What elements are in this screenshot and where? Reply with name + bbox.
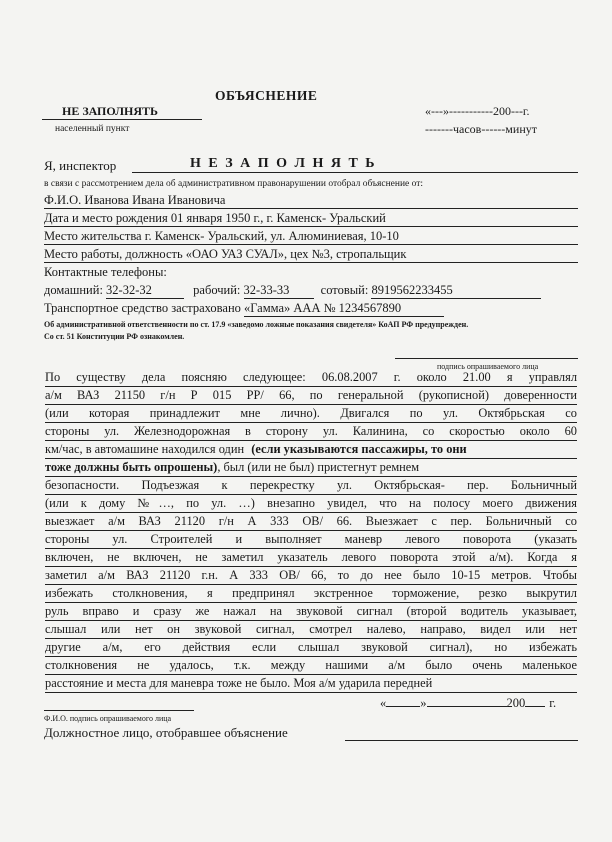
work-field	[44, 247, 578, 263]
birth-label: Дата и место рождения	[44, 211, 168, 225]
statement-line: выезжает а/м ВАЗ 21120 г/н А 333 ОВ/ 66. Выезжает с пер. Больничный со	[45, 514, 577, 531]
work-phone-label: рабочий:	[193, 283, 241, 297]
statement-line	[45, 442, 577, 459]
statement-line	[45, 460, 577, 477]
mobile-phone-label: сотовый:	[320, 283, 369, 297]
mobile-phone-value: 8919562233455	[371, 283, 541, 299]
fio-signature-line	[44, 710, 194, 711]
phones-row	[44, 283, 541, 299]
residence-label: Место жительства	[44, 229, 142, 243]
statement-emphasis: тоже должны быть опрошены)	[45, 460, 218, 474]
date-field: «---»-----------200---г.	[425, 104, 530, 118]
inspector-label: Я, инспектор	[44, 158, 117, 173]
home-phone-value: 32-32-32	[106, 283, 184, 299]
liability-warning: Об административной ответственности по ст. 17.9 «заведомо ложные показания свидетеля» КоАП РФ предупрежден.	[44, 320, 469, 329]
birth-field	[44, 211, 578, 227]
footer-date-open: «	[380, 696, 387, 710]
statement-line: (или к дому №…, по ул. …) внезапно увидел, что на полосу моего движения	[45, 496, 577, 513]
statement-line: (или которая принадлежит мне лично). Двигался по ул. Октябрьская со	[45, 406, 577, 423]
statement-line: избежать столкновения, я предпринял экстренное торможение, резко выкрутил	[45, 586, 577, 603]
statement-line: стороны ул. Железнодорожная в сторону ул. Калинина, со скоростью около 60	[45, 424, 577, 441]
home-phone-label: домашний:	[44, 283, 103, 297]
insurance-value: «Гамма» ААА № 1234567890	[244, 301, 444, 317]
footer-date-suffix: г.	[549, 696, 557, 710]
statement-emphasis: (если указываются пассажиры, то они	[251, 442, 467, 456]
statement-line: столкновения не удалось, т.к. между нашими а/м было очень маленькое	[45, 658, 577, 675]
residence-value: г. Каменск- Уральский, ул. Алюминиевая, 10-10	[144, 229, 399, 243]
place-caption: населенный пункт	[55, 124, 130, 134]
statement-line: а/м ВАЗ 21150 г/н Р 015 РР/ 66, по генеральной (рукописной) доверенности	[45, 388, 577, 405]
inspector-underline	[132, 172, 578, 173]
statement-line: стороны ул. Строителей и выполняет маневр левого поворота (указать	[45, 532, 577, 549]
work-phone-value: 32-33-33	[244, 283, 314, 299]
fio-field	[44, 193, 578, 209]
official-signature-line	[345, 740, 578, 741]
insurance-row	[44, 301, 444, 317]
official-label: Должностное лицо, отобравшее объяснение	[44, 725, 288, 740]
statement-line: расстояние и места для маневра тоже не было. Моя а/м ударила передней	[45, 676, 577, 693]
work-label: Место работы, должность	[44, 247, 183, 261]
statement-line: включен, не включен, не заметил указатель левого поворота этой а/м). Когда я	[45, 550, 577, 567]
signature-caption: подпись опрашиваемого лица	[437, 362, 539, 371]
statement-line: безопасности. Подъезжая к перекрестку ул. Октябрьская- пер. Больничный	[45, 478, 577, 495]
place-value: НЕ ЗАПОЛНЯТЬ	[62, 104, 158, 118]
statement-line: другие а/м, его действия если слышал звуковой сигнал), но избежать	[45, 640, 577, 657]
footer-date-year: 200	[506, 696, 526, 710]
statement-text: км/час, в автомашине находился один	[45, 442, 245, 456]
fio-signature-caption: Ф.И.О. подпись опрашиваемого лица	[44, 714, 172, 723]
signature-line	[395, 358, 578, 359]
statement-line: заметил а/м ВАЗ 21120 г.н. А 333 ОВ/ 66, то до нее было 10-15 метров. Чтобы	[45, 568, 577, 585]
inspector-value: Н Е З А П О Л Н Я Т Ь	[190, 156, 377, 171]
place-field	[42, 104, 202, 120]
statement-text: , был (или не был) пристегнут ремнем	[217, 460, 420, 474]
footer-date-close: »	[420, 696, 427, 710]
document-title: ОБЪЯСНЕНИЕ	[215, 88, 318, 103]
insurance-label: Транспортное средство застраховано	[44, 301, 241, 315]
contacts-label: Контактные телефоны:	[44, 265, 167, 279]
time-field: -------часов------минут	[425, 122, 537, 136]
statement-line: руль вправо и сразу же нажал на звуковой сигнал (второй водитель указывает,	[45, 604, 577, 621]
footer-date	[380, 696, 556, 711]
purpose-text: в связи с рассмотрением дела об административном правонарушении отобрал объяснение от:	[44, 179, 424, 189]
statement-line: По существу дела поясняю следующее: 06.08.2007 г. около 21.00 я управлял	[45, 370, 577, 387]
constitution-note: Со ст. 51 Конституции РФ ознакомлен.	[44, 332, 185, 341]
statement-line: слышал или нет он звуковой сигнал, смотрел налево, направо, видел или нет	[45, 622, 577, 639]
birth-value: 01 января 1950 г., г. Каменск- Уральский	[170, 211, 386, 225]
residence-field	[44, 229, 578, 245]
fio-text: Ф.И.О. Иванова Ивана Ивановича	[44, 193, 226, 207]
work-value: «ОАО УАЗ СУАЛ», цех №3, стропальщик	[185, 247, 407, 261]
